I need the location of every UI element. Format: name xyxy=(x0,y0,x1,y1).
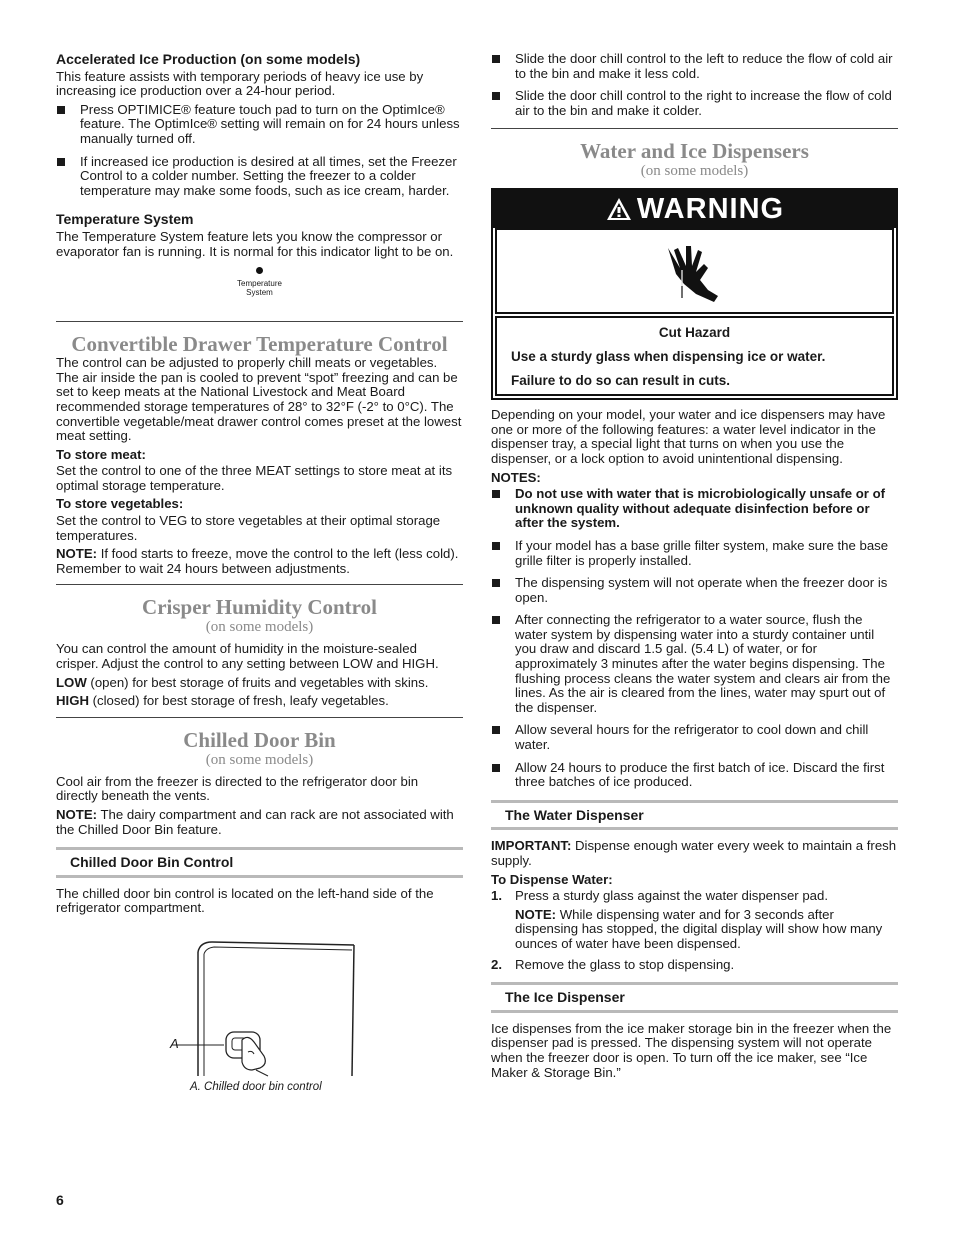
cut-hazard-pictogram xyxy=(495,228,894,314)
temperature-system-text: The Temperature System feature lets you know the compressor or evaporator fan is running. It is normal for this indicator light to be on. xyxy=(56,228,454,259)
square-bullet-icon xyxy=(492,490,500,498)
water-dispenser-heading: The Water Dispenser xyxy=(491,800,898,831)
accelerated-ice-intro: This feature assists with temporary periods of heavy ice use by increasing ice production over a 24-hour period. xyxy=(56,68,424,99)
indicator-light-icon xyxy=(256,267,263,274)
square-bullet-icon xyxy=(492,616,500,624)
page-number: 6 xyxy=(56,1192,64,1208)
cut-hand-icon xyxy=(660,238,730,304)
accelerated-ice-heading: Accelerated Ice Production (on some models) xyxy=(56,51,361,67)
indicator-label: Temperature xyxy=(237,279,282,289)
store-meat-text: Set the control to one of the three MEAT settings to store meat at its optimal storage temperature. xyxy=(56,463,453,493)
list-item: Allow 24 hours to produce the first batch of ice. Discard the first three batches of ice produced. xyxy=(491,761,898,790)
list-item: If your model has a base grille filter system, make sure the base grille filter is properly installed. xyxy=(491,539,898,568)
list-item: 2. Remove the glass to stop dispensing. xyxy=(491,956,735,972)
warning-line-1: Use a sturdy glass when dispensing ice or water. xyxy=(511,348,826,364)
left-column xyxy=(56,52,463,1096)
dispenser-notes-list xyxy=(491,487,898,790)
square-bullet-icon xyxy=(492,542,500,550)
figure-callout-a: A xyxy=(170,1035,179,1051)
chilled-door-bin-subtitle: (on some models) xyxy=(205,751,314,768)
dispensers-intro: Depending on your model, your water and ice dispensers may have one or more of the following features: a water level indicator in the dispenser tray, a special light that turns on when you use the dispenser, or a lock option to avoid unintentional dispensing. xyxy=(491,407,886,466)
square-bullet-icon xyxy=(492,726,500,734)
temperature-system-heading: Temperature System xyxy=(56,211,194,228)
section-divider xyxy=(56,321,463,322)
warning-line-2: Failure to do so can result in cuts. xyxy=(511,372,731,388)
crisper-humidity-subtitle: (on some models) xyxy=(205,619,314,636)
notes-label: NOTES: xyxy=(491,469,541,485)
convertible-note: NOTE: If food starts to freeze, move the control to the left (less cold). Remember to wait 24 hours between adjustments. xyxy=(56,546,459,576)
square-bullet-icon xyxy=(492,55,500,63)
store-meat-label: To store meat: xyxy=(56,446,146,462)
hazard-name: Cut Hazard xyxy=(658,325,731,341)
water-ice-dispensers-title: Water and Ice Dispensers xyxy=(580,139,809,164)
water-ice-dispensers-subtitle: (on some models) xyxy=(640,163,749,180)
indicator-label: System xyxy=(246,288,273,298)
water-important: IMPORTANT: Dispense enough water every week to maintain a fresh supply. xyxy=(491,838,897,868)
chilled-door-bin-figure xyxy=(56,924,463,1096)
figure-caption: A. Chilled door bin control xyxy=(190,1080,322,1093)
right-column xyxy=(491,52,898,1084)
list-item: Allow several hours for the refrigerator to cool down and chill water. xyxy=(491,723,898,752)
warning-triangle-icon xyxy=(605,196,633,222)
section-divider xyxy=(56,584,463,585)
convertible-drawer-title: Convertible Drawer Temperature Control xyxy=(71,332,448,357)
square-bullet-icon xyxy=(492,92,500,100)
crisper-high: HIGH (closed) for best storage of fresh, leafy vegetables. xyxy=(56,693,389,709)
dispense-steps xyxy=(491,889,898,972)
door-chill-list xyxy=(491,52,898,118)
list-item: Do not use with water that is microbiologically unsafe or of unknown quality without adequate disinfection before or after the system. xyxy=(491,487,898,531)
section-divider xyxy=(56,717,463,718)
square-bullet-icon xyxy=(492,764,500,772)
list-item: Slide the door chill control to the right to increase the flow of cold air to the bin and make it colder. xyxy=(491,89,898,118)
list-item: Slide the door chill control to the left to reduce the flow of cold air to the bin and make it less cold. xyxy=(491,52,898,81)
refrigerator-door-illustration xyxy=(56,924,463,1096)
crisper-intro: You can control the amount of humidity in the moisture-sealed crisper. Adjust the control to any setting between LOW and HIGH. xyxy=(56,641,439,672)
warning-box xyxy=(491,188,898,400)
chilled-note: NOTE: The dairy compartment and can rack are not associated with the Chilled Door Bin feature. xyxy=(56,807,454,837)
crisper-humidity-title: Crisper Humidity Control xyxy=(142,595,377,620)
chilled-control-text: The chilled door bin control is located on the left-hand side of the refrigerator compartment. xyxy=(56,885,434,916)
convertible-intro: The control can be adjusted to properly chill meats or vegetables. The air inside the pan is cooled to prevent “spot” freezing and can be set to keep meats at the National Livestock and Meat Board recommended storage temperatures of 28° to 32°F (-2° to 0°C). The convertible vegetable/meat drawer control comes preset at the lowest meat setting. xyxy=(56,355,462,444)
chilled-door-bin-control-heading: Chilled Door Bin Control xyxy=(56,847,463,878)
chilled-door-bin-title: Chilled Door Bin xyxy=(183,727,336,752)
list-item: The dispensing system will not operate when the freezer door is open. xyxy=(491,576,898,605)
ice-dispenser-text: Ice dispenses from the ice maker storage bin in the freezer when the dispenser pad is pressed. The dispensing system will not operate when the freezer door is open. To turn off the ice maker, see “Ice Maker & Storage Bin.” xyxy=(491,1020,892,1080)
store-vegetables-label: To store vegetables: xyxy=(56,496,184,512)
chilled-intro: Cool air from the freezer is directed to the refrigerator door bin directly beneath the vents. xyxy=(56,773,419,804)
warning-text xyxy=(495,316,894,396)
accelerated-ice-list xyxy=(56,103,463,199)
ice-dispenser-heading: The Ice Dispenser xyxy=(491,982,898,1013)
crisper-low: LOW (open) for best storage of fruits and vegetables with skins. xyxy=(56,674,429,690)
store-vegetables-text: Set the control to VEG to store vegetables at their optimal storage temperatures. xyxy=(56,513,441,543)
square-bullet-icon xyxy=(57,106,65,114)
list-item: After connecting the refrigerator to a water source, flush the water system by dispensing water into a sturdy container until you draw and discard 1.5 gal. (5.4 L) of water, or for approximately 3 minutes after the water begins dispensing. The flushing process cleans the water system and clears air from the lines. As the air is cleared from the lines, water may spurt out of the dispenser. xyxy=(491,613,898,715)
square-bullet-icon xyxy=(492,579,500,587)
to-dispense-water-label: To Dispense Water: xyxy=(491,871,613,887)
warning-title: WARNING xyxy=(636,193,785,226)
list-item: If increased ice production is desired at all times, set the Freezer Control to a colder number. Setting the freezer to a colder temperature may make some foods, such as ice cream, harder. xyxy=(56,155,463,199)
warning-header xyxy=(493,190,896,228)
section-divider xyxy=(491,128,898,129)
square-bullet-icon xyxy=(57,158,65,166)
list-item: Press OPTIMICE® feature touch pad to turn on the OptimIce® feature. The OptimIce® setting will remain on for 24 hours unless manually turned off. xyxy=(56,103,463,147)
temperature-system-indicator xyxy=(56,267,463,311)
list-item: 1. Press a sturdy glass against the water dispenser pad. NOTE: While dispensing water and for 3 seconds after dispensing has stopped, the digital display will show how many ounces of water have been dispensed. xyxy=(491,888,883,951)
